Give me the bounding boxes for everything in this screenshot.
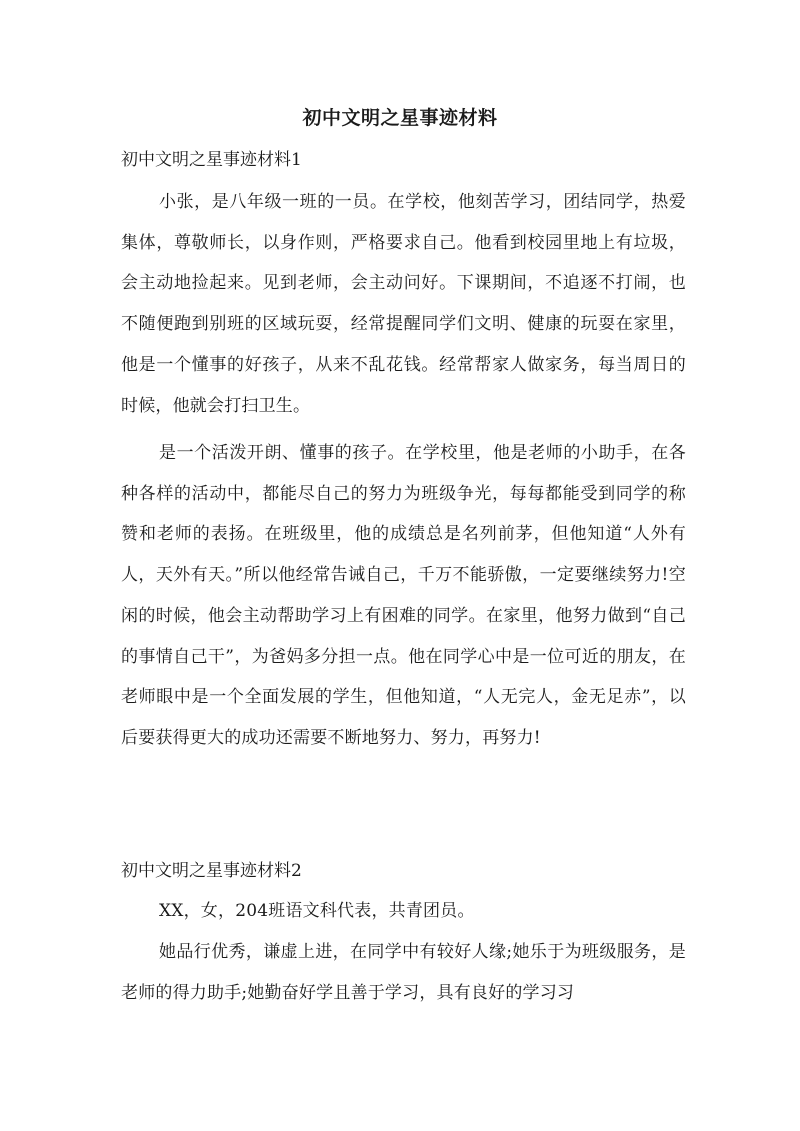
section-1-paragraph-2: 是一个活泼开朗、懂事的孩子。在学校里，他是老师的小助手，在各种各样的活动中，都能尽自己的努力为班级争光，每每都能受到同学的称赞和老师的表扬。在班级里，他的成绩总是名列前茅，但他知道“人外有人，天外有天。”所以他经常告诫自己，千万不能骄傲，一定要继续努力!空闲的时候，他会主动帮助学习上有困难的同学。在家里，他努力做到“自己的事情自己干”，为爸妈多分担一点。他在同学心中是一位可近的朋友，在老师眼中是一个全面发展的学生，但他知道，“人无完人，金无足赤”，以后要获得更大的成功还需要不断地努力、努力，再努力! [121, 443, 686, 748]
section-1-paragraph-1: 小张，是八年级一班的一员。在学校，他刻苦学习，团结同学，热爱集体，尊敬师长，以身作则，严格要求自己。他看到校园里地上有垃圾，会主动地捡起来。见到老师，会主动问好。下课期间，不追逐不打闹，也不随便跑到别班的区域玩耍，经常提醒同学们文明、健康的玩耍在家里，他是一个懂事的好孩子，从来不乱花钱。经常帮家人做家务，每当周日的时候，他就会打扫卫生。 [121, 192, 686, 416]
section-heading-1: 初中文明之星事迹材料1 [121, 150, 302, 170]
section-2-paragraph-2: 她品行优秀，谦虚上进，在同学中有较好人缘;她乐于为班级服务，是老师的得力助手;她勤奋好学且善于学习，具有良好的学习习 [121, 942, 686, 1003]
section-2-paragraph-1: XX，女，204班语文科代表，共青团员。 [159, 901, 475, 921]
section-heading-2: 初中文明之星事迹材料2 [121, 861, 302, 881]
document-title: 初中文明之星事迹材料 [302, 107, 498, 129]
